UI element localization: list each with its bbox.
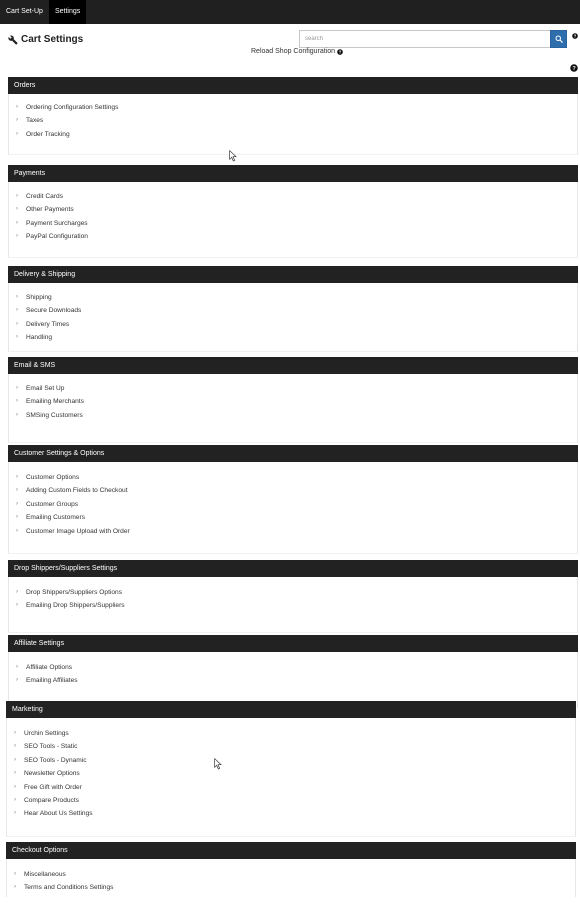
section-body: [8, 283, 578, 352]
chevron-right-icon: ›: [16, 664, 18, 670]
chevron-right-icon: ›: [16, 294, 18, 300]
chevron-right-icon: ›: [16, 233, 18, 240]
chevron-right-icon: ›: [16, 602, 18, 609]
list-item[interactable]: › Adding Custom Fields to Checkout: [9, 484, 577, 497]
section-header: Checkout Options: [6, 842, 576, 859]
svg-text:?: ?: [338, 49, 342, 54]
list-item[interactable]: › SEO Tools - Static: [7, 740, 575, 753]
section-orders: [8, 77, 578, 155]
list-item[interactable]: › Payment Surcharges: [9, 217, 577, 230]
chevron-right-icon: ›: [14, 796, 16, 803]
chevron-right-icon: ›: [16, 474, 18, 480]
list-item[interactable]: › Ordering Configuration Settings: [9, 101, 577, 114]
svg-text:?: ?: [573, 33, 577, 39]
list-item[interactable]: › SEO Tools - Dynamic: [7, 754, 575, 767]
chevron-right-icon: ›: [16, 320, 18, 327]
help-icon[interactable]: [572, 33, 578, 39]
search-button[interactable]: [550, 30, 567, 48]
svg-text:?: ?: [572, 66, 576, 72]
mouse-cursor-icon: [214, 758, 222, 770]
top-nav: [0, 0, 580, 24]
chevron-right-icon: ›: [16, 117, 18, 124]
section-body: [6, 859, 576, 897]
section-body: [8, 182, 578, 258]
page-header: [0, 24, 580, 69]
list-item[interactable]: › Newsletter Options: [7, 767, 575, 780]
section-body: [6, 718, 576, 837]
list-item[interactable]: › PayPal Configuration: [9, 230, 577, 243]
section-header: Marketing: [6, 701, 576, 718]
help-icon[interactable]: [570, 64, 578, 72]
chevron-right-icon: ›: [14, 810, 16, 817]
chevron-right-icon: ›: [14, 770, 16, 777]
chevron-right-icon: ›: [16, 500, 18, 507]
chevron-right-icon: ›: [16, 527, 18, 534]
mouse-cursor-icon: [229, 150, 237, 162]
chevron-right-icon: ›: [14, 871, 16, 877]
list-item[interactable]: › Drop Shippers/Suppliers Options: [9, 586, 577, 599]
section-marketing: [6, 701, 576, 837]
section-delivery-shipping: [8, 266, 578, 352]
section-header: Email & SMS: [8, 357, 578, 374]
list-item[interactable]: › Secure Downloads: [9, 304, 577, 317]
list-item[interactable]: › Credit Cards: [9, 190, 577, 203]
section-body: [8, 94, 578, 155]
chevron-right-icon: ›: [16, 385, 18, 391]
section-customer-settings: [8, 445, 578, 554]
section-header: Delivery & Shipping: [8, 266, 578, 283]
chevron-right-icon: ›: [16, 487, 18, 494]
chevron-right-icon: ›: [14, 756, 16, 763]
list-item[interactable]: › Other Payments: [9, 203, 577, 216]
chevron-right-icon: ›: [16, 677, 18, 684]
list-item[interactable]: › Hear About Us Settings: [7, 807, 575, 820]
section-header: Orders: [8, 77, 578, 94]
chevron-right-icon: ›: [16, 104, 18, 110]
reload-shop-configuration-link[interactable]: [251, 48, 343, 55]
chevron-right-icon: ›: [14, 783, 16, 790]
list-item[interactable]: › Shipping: [9, 291, 577, 304]
section-header: Affiliate Settings: [8, 635, 578, 652]
chevron-right-icon: ›: [14, 884, 16, 891]
chevron-right-icon: ›: [16, 206, 18, 213]
page-title-text: Cart Settings: [21, 34, 84, 45]
tab-settings[interactable]: Settings: [49, 0, 86, 24]
section-body: [8, 462, 578, 554]
section-checkout-options: [6, 842, 576, 897]
section-header: Drop Shippers/Suppliers Settings: [8, 560, 578, 577]
chevron-right-icon: ›: [16, 589, 18, 595]
chevron-right-icon: ›: [14, 730, 16, 736]
list-item[interactable]: › Taxes: [9, 114, 577, 127]
chevron-right-icon: ›: [14, 743, 16, 750]
section-body: [8, 652, 578, 708]
tab-cart-set-up[interactable]: Cart Set-Up: [6, 8, 43, 15]
section-affiliate-settings: [8, 635, 578, 708]
list-item[interactable]: › Emailing Drop Shippers/Suppliers: [9, 599, 577, 612]
section-email-sms: [8, 357, 578, 443]
list-item[interactable]: › Affiliate Options: [9, 661, 577, 674]
list-item[interactable]: › Emailing Merchants: [9, 395, 577, 408]
list-item[interactable]: › Emailing Affiliates: [9, 674, 577, 687]
search-input[interactable]: [299, 30, 550, 48]
section-body: [8, 374, 578, 443]
list-item[interactable]: › Urchin Settings: [7, 727, 575, 740]
list-item[interactable]: › Customer Options: [9, 471, 577, 484]
section-body: [8, 577, 578, 633]
section-header: Payments: [8, 165, 578, 182]
page-title: [8, 34, 83, 45]
list-item[interactable]: › Customer Image Upload with Order: [9, 525, 577, 538]
chevron-right-icon: ›: [16, 307, 18, 314]
chevron-right-icon: ›: [16, 334, 18, 341]
chevron-right-icon: ›: [16, 514, 18, 521]
chevron-right-icon: ›: [16, 398, 18, 405]
search-icon: [555, 35, 563, 43]
list-item[interactable]: › Free Gift with Order: [7, 781, 575, 794]
reload-label: Reload Shop Configuration: [251, 48, 336, 55]
list-item[interactable]: › Customer Groups: [9, 498, 577, 511]
list-item[interactable]: › Miscellaneous: [7, 868, 575, 881]
help-icon[interactable]: [337, 49, 343, 55]
list-item[interactable]: › SMSing Customers: [9, 409, 577, 422]
list-item[interactable]: › Handling: [9, 331, 577, 344]
chevron-right-icon: ›: [16, 219, 18, 226]
list-item[interactable]: › Compare Products: [7, 794, 575, 807]
list-item[interactable]: › Delivery Times: [9, 318, 577, 331]
list-item[interactable]: › Order Tracking: [9, 128, 577, 141]
chevron-right-icon: ›: [16, 193, 18, 199]
wrench-icon: [8, 35, 18, 45]
list-item[interactable]: › Emailing Customers: [9, 511, 577, 524]
chevron-right-icon: ›: [16, 130, 18, 137]
section-drop-shippers: [8, 560, 578, 633]
list-item[interactable]: › Email Set Up: [9, 382, 577, 395]
list-item[interactable]: › Terms and Conditions Settings: [7, 881, 575, 894]
section-payments: [8, 165, 578, 258]
section-header: Customer Settings & Options: [8, 445, 578, 462]
chevron-right-icon: ›: [16, 411, 18, 418]
search-box: [299, 30, 567, 48]
